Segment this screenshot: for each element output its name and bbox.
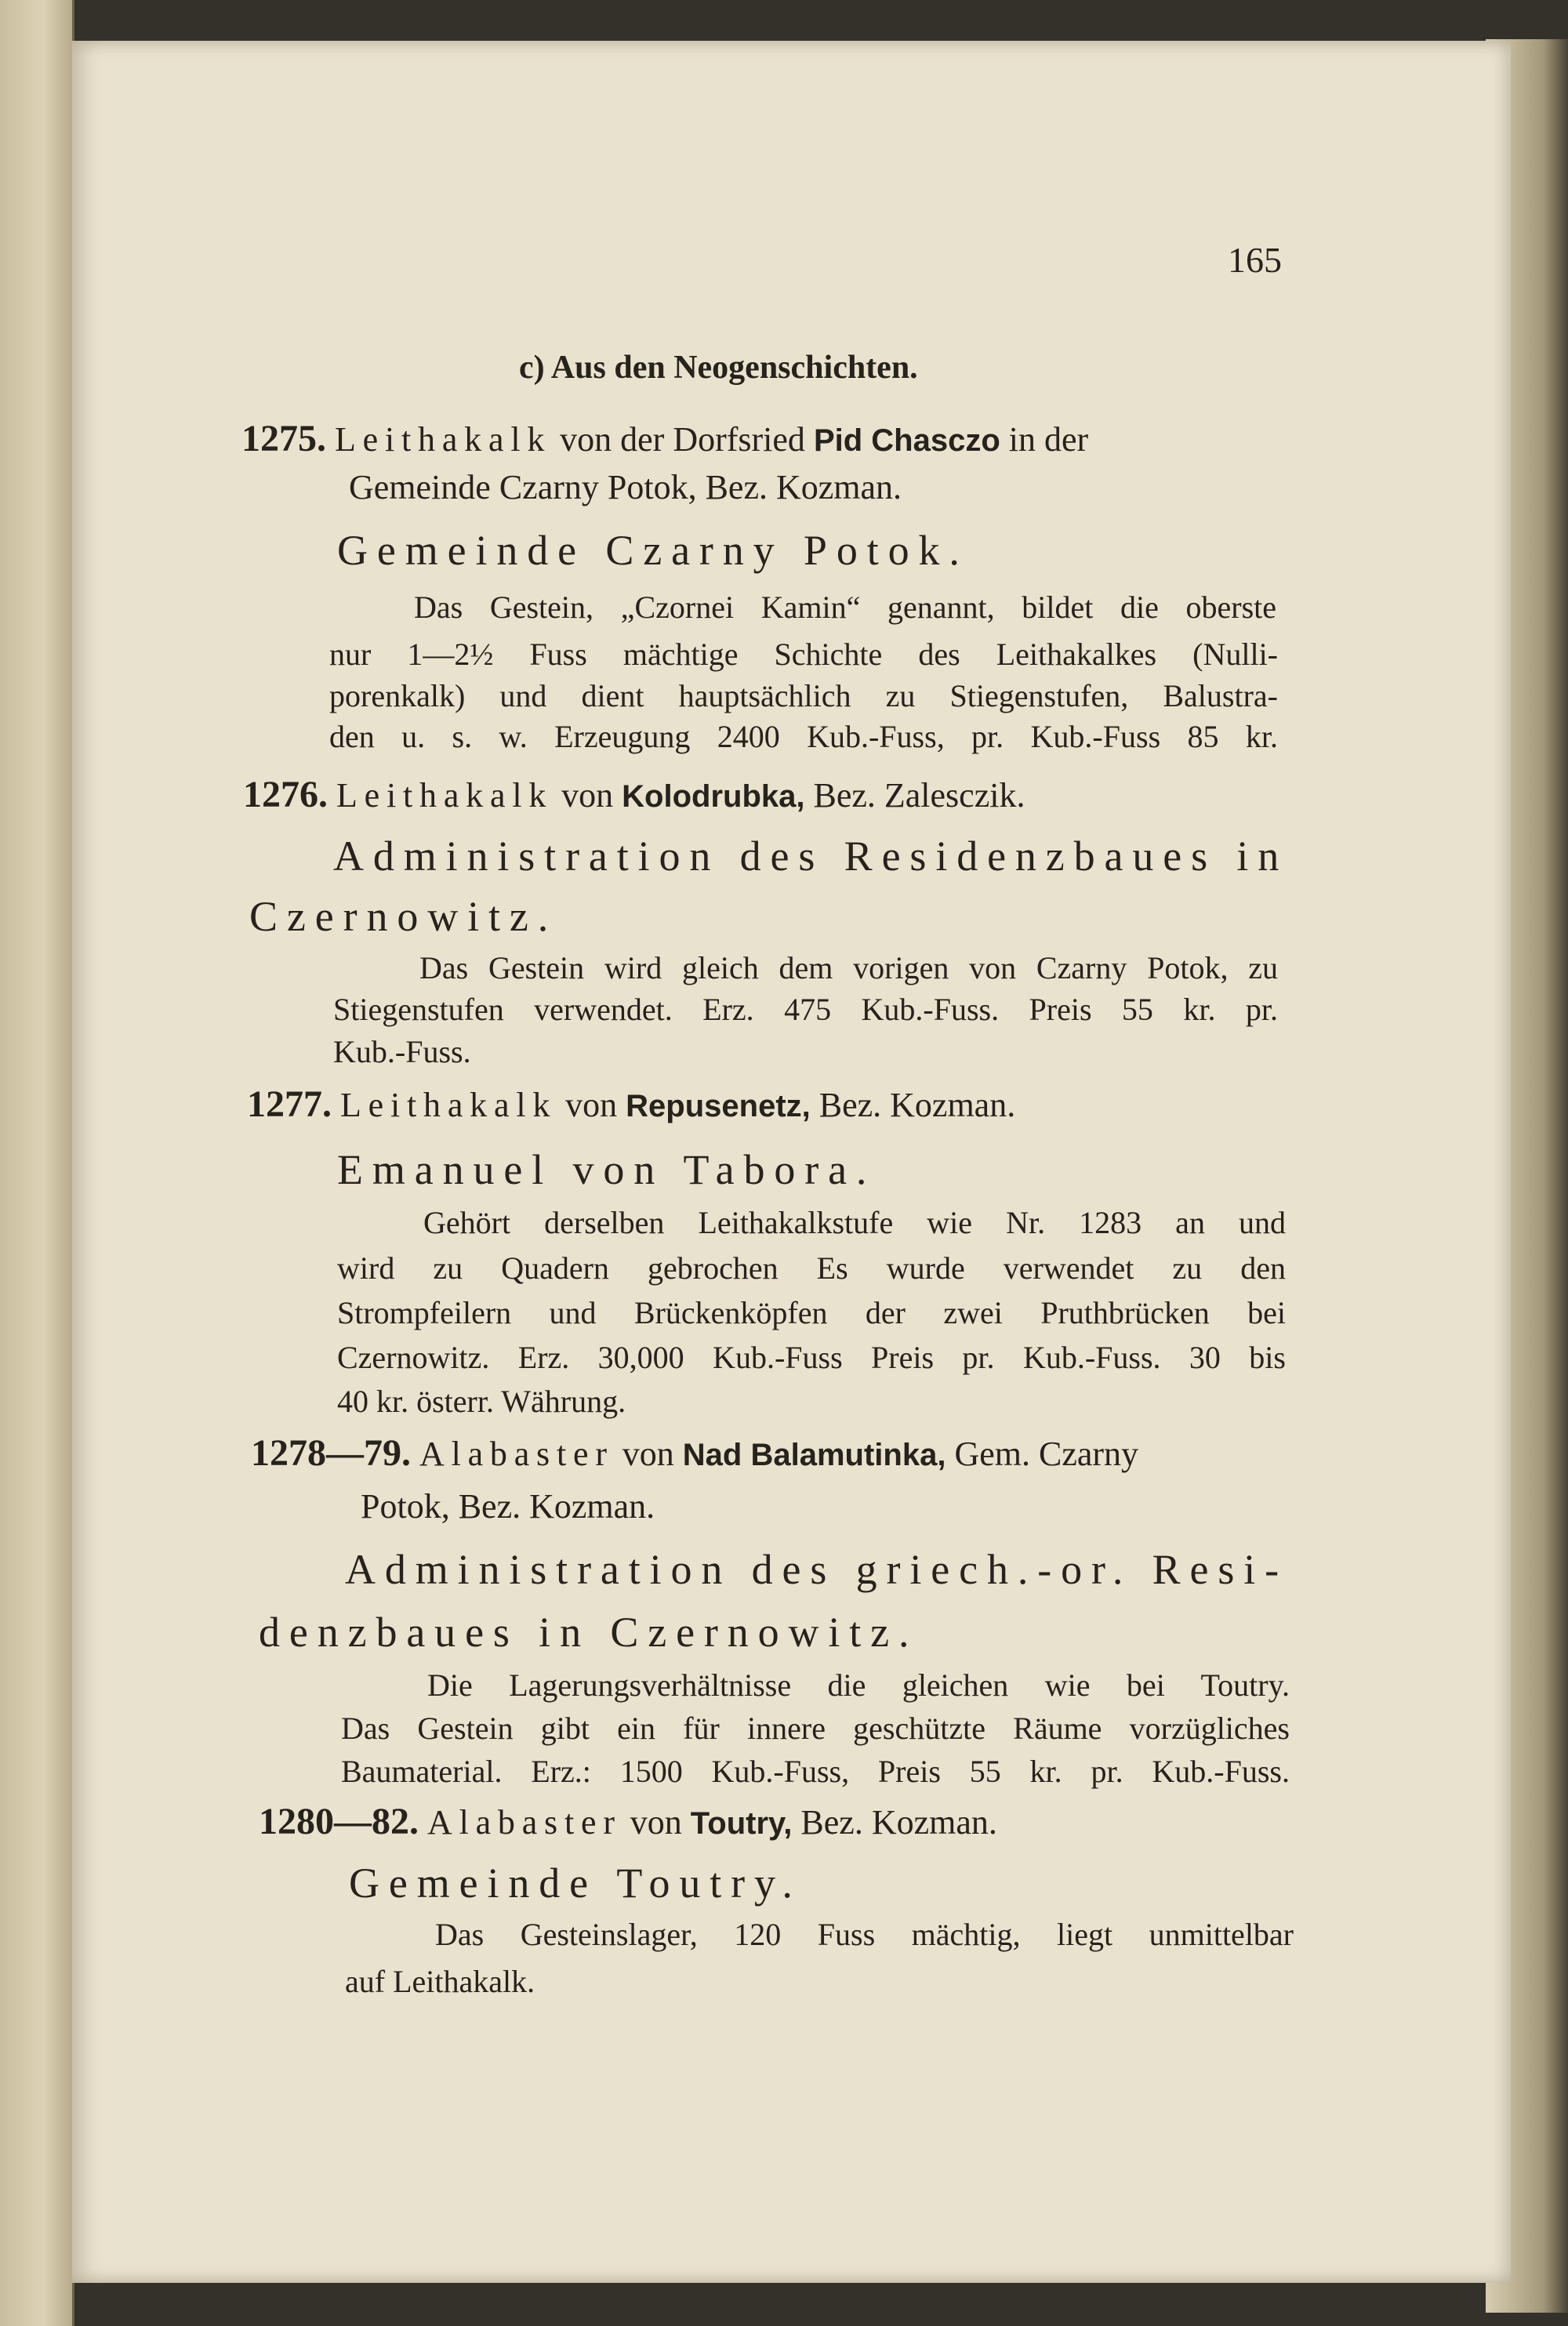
entry-1278-desc-2: Das Gestein gibt ein für innere geschützte Räume vorzügliches — [341, 1711, 1290, 1746]
entry-1275-line2: Gemeinde Czarny Potok, Bez. Kozman. — [349, 468, 902, 506]
entry-1277-desc-2: wird zu Quadern gebrochen Es wurde verwendet zu den — [337, 1250, 1286, 1286]
place-name: Kolodrubka, — [622, 779, 805, 814]
entry-1278-line2: Potok, Bez. Kozman. — [361, 1487, 655, 1526]
entry-1278-owner-2: denzbaues in Czernowitz. — [259, 1609, 919, 1656]
entry-1278-desc-1: Die Lagerungsverhältnisse die gleichen wie bei Toutry. — [427, 1667, 1290, 1703]
entry-1275-desc-1: Das Gestein, „Czornei Kamin“ genannt, bildet die oberste — [414, 590, 1276, 625]
place-name: Nad Balamutinka, — [682, 1438, 946, 1472]
entry-1276-desc-3: Kub.-Fuss. — [333, 1034, 471, 1069]
entry-1280-header: 1280—82. Alabaster von Toutry, Bez. Kozman. — [259, 1801, 997, 1842]
entry-1277-desc-4: Czernowitz. Erz. 30,000 Kub.-Fuss Preis pr. Kub.-Fuss. 30 bis — [337, 1340, 1286, 1375]
entry-1276-header: 1276. Leithakalk von Kolodrubka, Bez. Zalesczik. — [243, 774, 1025, 815]
entry-number: 1278—79. — [251, 1432, 411, 1474]
entry-1276-owner-1: Administration des Residenzbaues in — [333, 833, 1289, 880]
entry-1276-owner-2: Czernowitz. — [249, 893, 558, 940]
entry-1275-desc-3: porenkalk) und dient hauptsächlich zu Stiegenstufen, Balustra- — [329, 678, 1278, 713]
entry-1276-desc-2: Stiegenstufen verwendet. Erz. 475 Kub.-Fuss. Preis 55 kr. pr. — [333, 992, 1278, 1027]
entry-number: 1275. — [241, 418, 326, 459]
entry-1275-desc-2: nur 1—2½ Fuss mächtige Schichte des Leithakalkes (Nulli- — [329, 637, 1278, 672]
entry-1277-owner: Emanuel von Tabora. — [337, 1146, 877, 1193]
entry-1277-header: 1277. Leithakalk von Repusenetz, Bez. Kozman. — [247, 1083, 1016, 1125]
material: Alabaster — [419, 1435, 614, 1473]
entry-number: 1276. — [243, 774, 328, 815]
entry-number: 1280—82. — [259, 1801, 419, 1842]
material: Alabaster — [427, 1803, 622, 1842]
entry-1278-desc-3: Baumaterial. Erz.: 1500 Kub.-Fuss, Preis 55 kr. pr. Kub.-Fuss. — [341, 1754, 1290, 1789]
section-heading: c) Aus den Neogenschichten. — [519, 350, 918, 386]
entry-1275-desc-4: den u. s. w. Erzeugung 2400 Kub.-Fuss, pr. Kub.-Fuss 85 kr. — [329, 719, 1278, 754]
material: Leithakalk — [335, 420, 552, 459]
left-page-edge — [0, 0, 74, 2326]
material: Leithakalk — [336, 776, 554, 815]
entry-1277-desc-3: Strompfeilern und Brückenköpfen der zwei Pruthbrücken bei — [337, 1295, 1286, 1330]
entry-1276-desc-1: Das Gestein wird gleich dem vorigen von Czarny Potok, zu — [419, 950, 1278, 985]
page-number: 165 — [1228, 240, 1282, 280]
entry-number: 1277. — [247, 1083, 332, 1125]
entry-1280-desc-2: auf Leithakalk. — [345, 1964, 535, 1999]
place-name: Toutry, — [690, 1806, 793, 1841]
entry-1275-header: 1275. Leithakalk von der Dorfsried Pid Chasczo in der — [241, 418, 1089, 459]
material: Leithakalk — [340, 1086, 557, 1124]
place-name: Pid Chasczo — [813, 423, 1000, 458]
entry-1278-owner-1: Administration des griech.-or. Resi- — [345, 1546, 1289, 1593]
entry-1280-owner: Gemeinde Toutry. — [349, 1860, 802, 1907]
entry-1277-desc-1: Gehört derselben Leithakalkstufe wie Nr. 1283 an und — [423, 1205, 1286, 1240]
place-name: Repusenetz, — [626, 1089, 811, 1123]
entry-1278-header: 1278—79. Alabaster von Nad Balamutinka, Gem. Czarny — [251, 1432, 1139, 1474]
entry-1275-owner: Gemeinde Czarny Potok. — [337, 527, 969, 574]
entry-1280-desc-1: Das Gesteinslager, 120 Fuss mächtig, liegt unmittelbar — [435, 1917, 1294, 1952]
entry-1277-desc-5: 40 kr. österr. Währung. — [337, 1384, 626, 1419]
